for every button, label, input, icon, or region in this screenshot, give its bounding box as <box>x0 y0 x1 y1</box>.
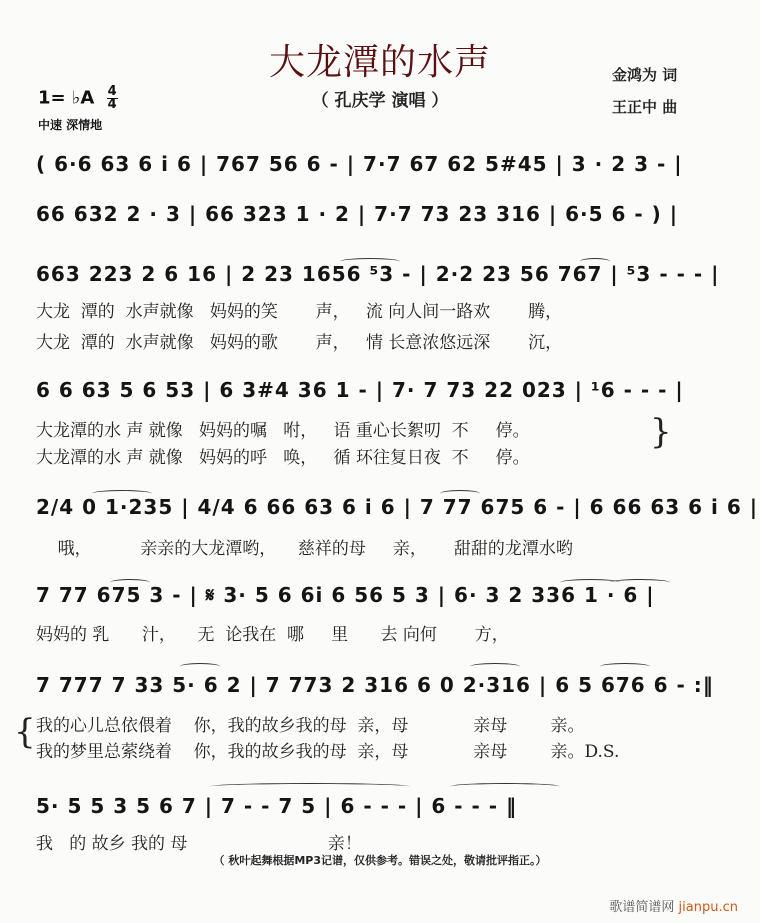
tempo-marking: 中速 深情地 <box>38 118 103 132</box>
lyric-line-7a: 我的心儿总依偎着 你，我的故乡我的母 亲，母 亲母 亲。 <box>36 716 585 736</box>
score-line-1: ( 6·6 63 6 i 6 | 767 56 6 - | 7·7 67 62 5#45 | 3 · 2 3 - | <box>36 152 683 176</box>
slur-icon <box>440 490 480 497</box>
performer: （ 孔庆学 演唱 ） <box>311 91 449 111</box>
score-line-8: 5· 5 5 3 5 6 7 | 7 - - 7 5 | 6 - - - | 6 - - - ‖ <box>36 794 518 818</box>
score-line-4: 6 6 63 5 6 53 | 6 3#4 36 1 - | 7· 7 73 22 023 | ¹6 - - - | <box>36 378 684 402</box>
song-title: 大龙潭的水声 <box>268 42 491 83</box>
slur-icon <box>180 663 220 670</box>
slur-icon <box>110 579 150 586</box>
lyric-line-3a: 大龙 潭的 水声就像 妈妈的笑 声， 流 向人间一路欢 腾， <box>36 302 563 322</box>
lyric-line-3b: 大龙 潭的 水声就像 妈妈的歌 声， 情 长意浓悠远深 沉， <box>36 333 563 353</box>
lyric-line-6: 妈妈的 乳 汁， 无 论我在 哪 里 去 向何 方， <box>36 625 509 645</box>
slur-icon <box>450 783 560 790</box>
brace-icon: } <box>650 412 672 452</box>
slur-icon <box>340 258 400 265</box>
lyric-line-8: 我 的 故乡 我的 母 亲！ <box>36 834 362 854</box>
slur-icon <box>580 258 610 265</box>
lyric-line-5: 哦， 亲亲的大龙潭哟， 慈祥的母 亲， 甜甜的龙潭水哟 <box>36 539 573 559</box>
slur-icon <box>92 490 152 497</box>
lyric-line-7b: 我的梦里总萦绕着 你，我的故乡我的母 亲，母 亲母 亲。D.S. <box>36 742 620 762</box>
key-signature <box>38 86 118 111</box>
score-line-2: 66 632 2 · 3 | 66 323 1 · 2 | 7·7 73 23 316 | 6·5 6 - ) | <box>36 202 679 226</box>
watermark <box>609 896 738 915</box>
score-line-5: 2/4 0 1·235 | 4/4 6 66 63 6 i 6 | 7 77 675 6 - | 6 66 63 6 i 6 | <box>36 495 759 519</box>
slur-icon <box>470 663 520 670</box>
transcriber-note: （ 秋叶起舞根据MP3记谱，仅供参考。错误之处，敬请批评指正。） <box>213 854 547 867</box>
slur-icon <box>610 579 670 586</box>
slur-icon <box>210 783 410 790</box>
composer-credit: 王正中 曲 <box>612 98 678 116</box>
watermark-cn: 歌谱简谱网 <box>609 900 675 915</box>
lyric-line-4b: 大龙潭的水 声 就像 妈妈的呼 唤， 循 环往复日夜 不 停。 <box>36 448 530 468</box>
time-signature: $\frac{4}{4}$ <box>107 84 117 112</box>
watermark-site: jianpu.cn <box>678 900 738 915</box>
lyricist-credit: 金鸿为 词 <box>612 66 678 84</box>
score-line-7: 7 777 7 33 5· 6 2 | 7 773 2 316 6 0 2·316 | 6 5 676 6 - :‖ <box>36 673 714 697</box>
key-label: 1= ♭A <box>38 87 95 109</box>
score-line-6: 7 77 675 3 - | 𝄋 3· 5 6 6i 6 56 5 3 | 6· 3 2 336 1 · 6 | <box>36 583 655 607</box>
slur-icon <box>600 663 650 670</box>
score-line-3: 663 223 2 6 16 | 2 23 1656 ⁵3 - | 2·2 23 56 767 | ⁵3 - - - | <box>36 262 720 286</box>
lyric-line-4a: 大龙潭的水 声 就像 妈妈的嘱 咐， 语 重心长絮叨 不 停。 <box>36 421 530 441</box>
brace-icon: { <box>14 712 36 752</box>
